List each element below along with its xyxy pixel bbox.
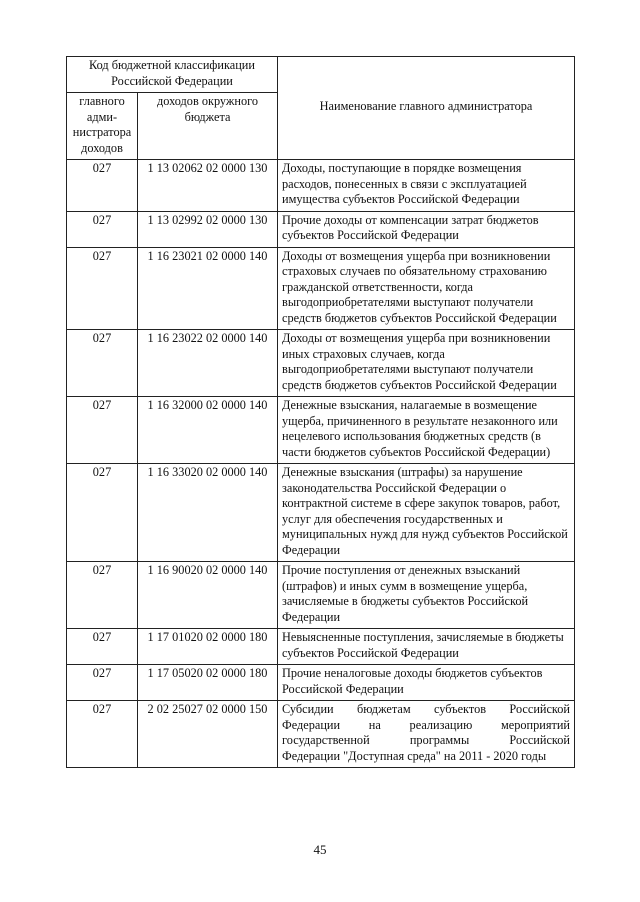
header-code-column: доходов окружного бюджета [138,93,278,160]
table-row [67,701,575,768]
budget-code-cell: 1 16 90020 02 0000 140 [138,562,278,629]
page-number: 45 [313,842,327,857]
admin-code-cell: 027 [67,464,138,562]
income-name-cell: Невыясненные поступления, зачисляемые в бюджеты субъектов Российской Федерации [278,629,575,665]
income-name-text: Субсидии бюджетам субъектов Российской Федерации на реализацию мероприятий государственной программы Российской [282,702,571,747]
header-admin-column: главного адми-нистратора доходов [67,93,138,160]
admin-code-cell: 027 [67,397,138,464]
table-row [67,160,575,212]
admin-code-cell: 027 [67,629,138,665]
income-name-cell: Доходы, поступающие в порядке возмещения расходов, понесенных в связи с эксплуатацией имущества субъектов Российской Федерации [278,160,575,212]
table-row [67,330,575,397]
table-row [67,464,575,562]
table-row [67,247,575,330]
budget-code-cell: 1 16 32000 02 0000 140 [138,397,278,464]
income-name-cell: Прочие неналоговые доходы бюджетов субъектов Российской Федерации [278,665,575,701]
budget-code-cell: 1 13 02062 02 0000 130 [138,160,278,212]
table-row [67,665,575,701]
budget-code-cell: 1 16 23022 02 0000 140 [138,330,278,397]
income-name-cell: Прочие поступления от денежных взысканий (штрафов) и иных сумм в возмещение ущерба, зачисляемые в бюджеты субъектов Российской Федерации [278,562,575,629]
budget-code-cell: 2 02 25027 02 0000 150 [138,701,278,768]
budget-code-cell: 1 13 02992 02 0000 130 [138,211,278,247]
income-name-cell: Прочие доходы от компенсации затрат бюджетов субъектов Российской Федерации [278,211,575,247]
income-name-cell: Денежные взыскания (штрафы) за нарушение законодательства Российской Федерации о контрактной системе в сфере закупок товаров, работ, услуг для обеспечения государственных и муниципальных нужд для нужд субъектов Российской Федерации [278,464,575,562]
admin-code-cell: 027 [67,247,138,330]
table-row [67,562,575,629]
admin-code-cell: 027 [67,330,138,397]
table-row [67,629,575,665]
admin-code-cell: 027 [67,562,138,629]
admin-code-cell: 027 [67,665,138,701]
income-name-cell [278,701,575,768]
income-name-cell: Доходы от возмещения ущерба при возникновении страховых случаев по обязательному страхованию гражданской ответственности, когда выгодоприобретателями выступают получатели средств бюджетов субъектов Российской Федерации [278,247,575,330]
budget-code-cell: 1 16 23021 02 0000 140 [138,247,278,330]
header-group-title: Код бюджетной классификации Российской Федерации [67,57,278,93]
header-row-top [67,57,575,93]
income-name-cell: Денежные взыскания, налагаемые в возмещение ущерба, причиненного в результате незаконного или нецелевого использования бюджетных средств (в части бюджетов субъектов Российской Федерации) [278,397,575,464]
admin-code-cell: 027 [67,160,138,212]
budget-code-cell: 1 16 33020 02 0000 140 [138,464,278,562]
budget-classification-table [66,56,575,768]
budget-code-cell: 1 17 01020 02 0000 180 [138,629,278,665]
budget-code-cell: 1 17 05020 02 0000 180 [138,665,278,701]
admin-code-cell: 027 [67,701,138,768]
table-row [67,397,575,464]
income-name-cell: Доходы от возмещения ущерба при возникновении иных страховых случаев, когда выгодоприобретателями выступают получатели средств бюджетов субъектов Российской Федерации [278,330,575,397]
income-name-text-last-line: Федерации "Доступная среда" на 2011 - 2020 годы [282,748,547,763]
admin-code-cell: 027 [67,211,138,247]
table-row [67,211,575,247]
header-name-column: Наименование главного администратора [278,57,575,160]
